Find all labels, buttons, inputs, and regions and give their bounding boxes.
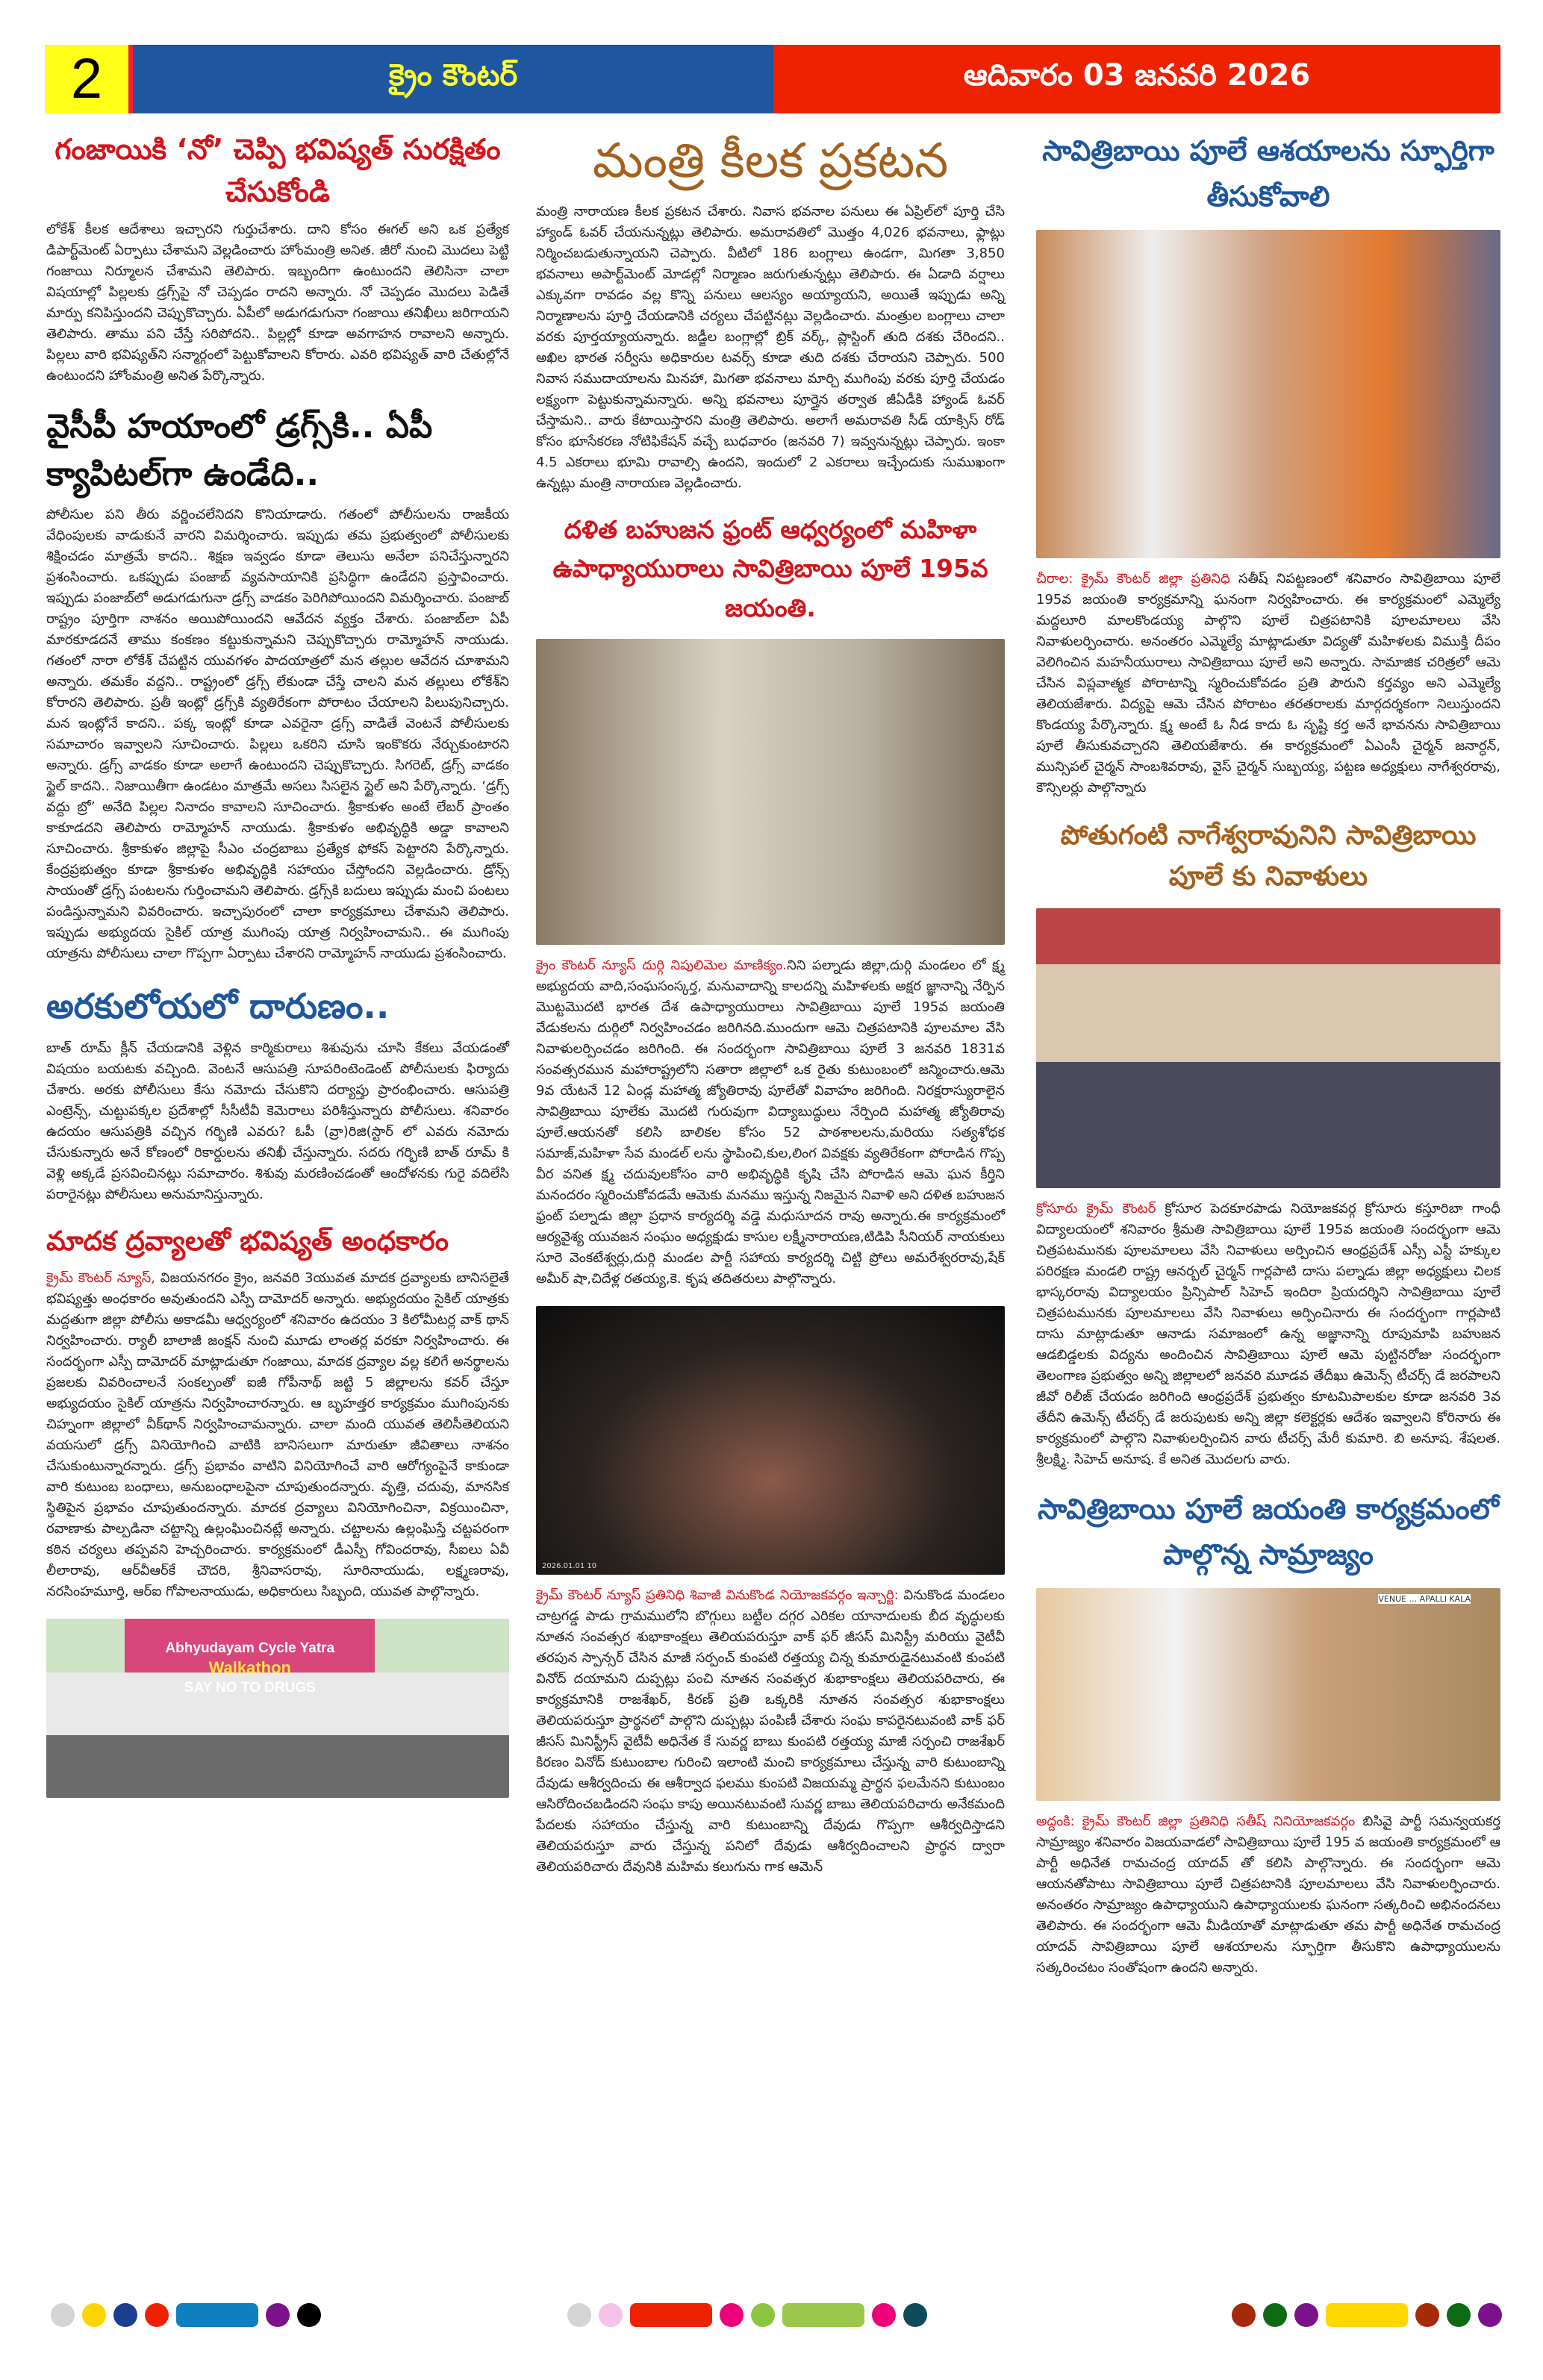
article-body-addanki: అద్దంకి: క్రైమ్ కౌంటర్ జిల్లా ప్రతినిధి సతీష్ నినియోజకవర్గం బిసివై పార్టీ సమన్వయకర్త సామ్రాజ్యం శనివారం విజయవాడలో సావిత్రిబాయి పూలే 195 వ జయంతి కార్యక్రమంలో ఆ పార్టీ అధినేత రామచంద్ర యాదవ్ తో కలిసి పాల్గొన్నారు. ఈ సందర్భంగా ఆమె ఆయనతోపాటు సావిత్రిబాయి పూలే చిత్రపటానికి పూలమాలలు వేసి నివాళులర్పించారు. అనంతరం సామ్రాజ్యం ఉపాధ్యాయుని ఉపాధ్యాయులకు ఘనంగా సత్కరించి అభినందనలు తెలిపారు. ఈ సందర్భంగా ఆమె మీడియాతో మాట్లాడుతూ తమ పార్టీ అధినేత రామచంద్ర యాదవ్ సావిత్రిబాయి పూలే ఆశయాలను స్ఫూర్తిగా తీసుకొని ఉపాధ్యాయులను సత్కరించటం సంతోషంగా ఉందని అన్నారు. <box>1036 1813 1501 1975</box>
headline-savitribai-durgi: దళిత బహుజన ఫ్రంట్ ఆధ్వర్యంలో మహిళా ఉపాధ్యాయురాలు సావిత్రిబాయి పూలే 195వ జయంతి. <box>552 514 988 623</box>
headline-araku: అరకులోయలో దారుణం.. <box>46 985 390 1026</box>
color-bar-right <box>1232 2303 1502 2327</box>
color-swatch-dot <box>297 2303 321 2327</box>
paper-name: క్రైం కౌంటర్ <box>133 45 773 113</box>
headline-drugs-darkness: మాదక ద్రవ్యాలతో భవిష్యత్ అంధకారం <box>46 1225 449 1257</box>
color-swatch-dot <box>1263 2303 1287 2327</box>
byline: క్రోసూరు క్రైమ్ కౌంటర్ <box>1036 1201 1156 1217</box>
color-swatch-dot <box>51 2303 75 2327</box>
walkathon-photo <box>46 1619 509 1798</box>
article-body-minister: మంత్రి నారాయణ కీలక ప్రకటన చేశారు. నివాస భవనాల పనులు ఈ ఏప్రిల్‌లో పూర్తి చేసి హ్యాండ్ ఓవర్ చేయనున్నట్లు తెలిపారు. అమరావతిలో మొత్తం 4,026 భవనాలు, ఫ్లాట్లు నిర్మించబడుతున్నాయని చెప్పారు. వీటిలో 186 బంగ్లాలు ఉండగా, మిగతా 3,850 భవనాలు అపార్ట్‌మెంట్ మోడల్లో నిర్మాణం జరుగుతున్నట్లు తెలిపారు. ఈ ఏడాది వర్షాలు ఎక్కువగా రావడం వల్ల కొన్ని పనులు ఆలస్యం అయ్యాయని, అయితే ఇప్పుడు అన్ని నిర్మాణాలను పూర్తి చేయడానికి చర్యలు చేపట్టినట్లు వెల్లడించారు. మంత్రుల బంగ్లాలు చాలా వరకు పూర్తయ్యాయన్నారు. జడ్జీల బంగ్లాల్లో బ్రిక్ వర్క్, ప్లాస్టింగ్ తుది దశకు చేరిందని.. అఖిల భారత సర్వీసు అధికారుల టవర్స్ కూడా తుది దశకు చేరాయని చెప్పారు. 500 నివాస సముదాయాలను మినహా, మిగతా భవనాలు మార్చి ముగింపు వరకు పూర్తి చేయడం లక్ష్యంగా పెట్టుకున్నామన్నారు. అన్ని భవనాలు పూర్తైన తర్వాత జీఏడీకి హ్యాండ్ ఓవర్ చేస్తామని.. వారు కేటాయిస్తారని మంత్రి తెలిపారు. అలాగే అమరావతి సీడ్ యాక్సిస్ రోడ్ కోసం భూసేకరణ నోటిఫికేషన్ వచ్చే బుధవారం (జనవరి 7) ఇవ్వనున్నట్లు చెప్పారు. ఇంకా 4.5 ఎకరాలు భూమి రావాల్సి ఉందని, ఇందులో 2 ఎకరాలు ఇచ్చేందుకు సుముఖంగా ఉన్నట్లు మంత్రి నారాయణ వెల్లడించారు. <box>536 203 1005 491</box>
color-swatch-dot <box>720 2303 744 2327</box>
durgi-event-photo <box>536 639 1005 945</box>
article-body-ganja: లోకేశ్ కీలక ఆదేశాలు ఇచ్చారని గుర్తుచేశారు. దాని కోసం ఈగల్ అని ఒక ప్రత్యేక డిపార్ట్‌మెంట్ ఏర్పాటు చేశామని వెల్లడించారు హోంమంత్రి అనిత. జీరో నుంచి మొదలు పెట్టి గంజాయి నిర్మూలన చేశామని తెలిపారు. ఇబ్బందిగా ఉంటుందని తెలిసినా చాలా విషయాల్లో పిల్లలకు డ్రగ్స్‌పై నో చెప్పడం రాదని అన్నారు. నో చెప్పడం మొదలు పెడితే మార్పు కనిపిస్తుందని చెప్పుకొచ్చారు. ఏపీలో అడుగడుగునా గంజాయి తనిఖీలు జరిగాయని తెలిపారు. తాము పని చేస్తే సరిపోదని.. పిల్లల్లో కూడా అవగాహన రావాలని అన్నారు. పిల్లలు వారి భవిష్యత్‌ని సన్మార్గంలో పెట్టుకోవాలని కోరారు. ఎవరి భవిష్యత్ వారి చేతుల్లోనే ఉంటుందని హోంమంత్రి అనిత పేర్కొన్నారు. <box>46 222 509 384</box>
color-bar-left <box>51 2303 321 2327</box>
article-body-vinukonda: క్రైమ్ కౌంటర్ న్యూస్ ప్రతినిధి శివాజీ వినుకొండ నియోజకవర్గం ఇన్చార్జి: వినుకొండ మండలం చాట్రగడ్డ పాడు గ్రామములోని బొగ్గులు బట్టీల దగ్గర ఎరికల యానాదులకు బీద వృద్ధులకు నూతన సంవత్సర శుభాకాంక్షలు తెలియపరుస్తూ వాక్ ఫర్ జీసస్ మినిస్ట్రీ మరియు వైటీవీ తరపున స్పాన్సర్ చేసిన మాజీ సర్పంచ్ కుంపటి రత్తయ్య చిన్న కుమారుడైనటువంటి కుంపటి వినోద్ దయామని దుప్పట్లు పంచి నూతన సంవత్సర శుభాకాంక్షలు తెలియపరిచారు, ఈ కార్యక్రమానికి రాజశేఖర్, కిరణ్ ప్రతి ఒక్కరికి నూతన సంవత్సర శుభాకాంక్షలు తెలియపరుస్తూ ప్రార్థనలో పాల్గొని దుప్పట్లు పంపిణీ చేశారు సంఘ కాపరైనటువంటి వాక్ ఫర్ జీసస్ మినిస్ట్రీస్ వైటీవీ అధినేత కే సువర్ణ బాబు కుంపటి రత్తయ్య మాజీ సర్పంచి రాజశేఖర్ కిరణం వినోద్ కుటుంబాల గురించి ఇలాంటి మంచి కార్యక్రమాలు చేస్తున్న వారి కుటుంబాన్ని దేవుడు ఆశీర్వదించు ఈ ఆశీర్వాద ఫలము కుంపటి విజయమ్మ ప్రార్థన ఫలమేనని కుటుంబం ఆసిరోదించబడిందని సంఘ కాపు అయినటువంటి సువర్ణ బాబు తెలియపరిచారు అనేకమంది పేదలకు సహాయం చేస్తున్న వారి కుటుంబాన్ని దేవుడు గొప్పగా ఆశీర్వదిస్తాడని తెలియపరుస్తూ వారు చేస్తున్న పనిలో దేవుడు ఆశీర్వదించాలని ప్రార్థన ద్వారా తెలియపరిచారు దేవునికి మహిమ కలుగును గాక ఆమెన్ <box>536 1587 1005 1875</box>
photo-banner: Abhyudayam Cycle Yatra Walkathon SAY NO TO DRUGS <box>125 1619 375 1672</box>
color-swatch-bar <box>782 2303 864 2327</box>
article-body-chirala: చీరాల: క్రైమ్ కౌంటర్ జిల్లా ప్రతినిధి సతీష్ నిపట్టణంలో శనివారం సావిత్రిబాయి పూలే 195వ జయంతి కార్యక్రమాన్ని ఘనంగా నిర్వహించారు. ఈ కార్యక్రమంలో ఎమ్మెల్యే మద్దలూరి మాలకొండయ్య పాల్గొని పూలే చిత్రపటానికి పూలమాలలు వేసి నివాళులర్పించారు. అనంతరం ఎమ్మెల్యే మాట్లాడుతూ విద్యతో మహిళలకు విముక్తి దీపం వెలిగించిన మహనీయురాలు సావిత్రిబాయి పూలే అని అన్నారు. సామాజిక చరిత్రలో ఆమె చేసిన విప్లవాత్మక పోరాటాన్ని స్మరించుకోవడం ప్రతి పౌరుని కర్తవ్యం అని ఎమ్మెల్యే తెలియజేశారు. విద్యపై ఆమె చేసిన పోరాటం తరతరాలకు మార్గదర్శకంగా నిలుస్తుందని కొండయ్య పేర్కొన్నారు. క్ష్మ అంటే ఓ నీడ కాదు ఓ సృష్టి కర్త అనే భావనను సావిత్రిబాయి పూలే తీసుకువచ్చారని తెలియజేశారు. ఈ కార్యక్రమంలో ఏఎంసీ చైర్మన్ జనార్ధన్, మున్సిపల్ చైర్మన్ సాంబశివరావు, వైస్ చైర్మన్ సుబ్బయ్య, పట్టణ అధ్యక్షులు నాగేశ్వరరావు, కౌన్సిలర్లు పాల్గొన్నారు <box>1036 570 1500 796</box>
middle-column <box>536 128 1005 1894</box>
vijayawada-event-photo <box>1036 1588 1500 1801</box>
color-swatch-dot <box>1478 2303 1502 2327</box>
issue-date: ఆదివారం 03 జనవరి 2026 <box>773 45 1500 113</box>
color-swatch-dot <box>1447 2303 1471 2327</box>
headline-samrajyam: సావిత్రిబాయి పూలే జయంతి కార్యక్రమంలో పాల్గొన్న సామ్రాజ్యం <box>1038 1493 1499 1571</box>
byline: క్రైమ్ కౌంటర్ న్యూస్, <box>46 1269 156 1286</box>
byline: క్రైమ్ కౌంటర్ న్యూస్ ప్రతినిధి శివాజీ వినుకొండ నియోజకవర్గం ఇన్చార్జి: <box>536 1587 899 1603</box>
photo-sign: VENUE ... APALLI KALA <box>1378 1593 1471 1604</box>
headline-minister: మంత్రి కీలక ప్రకటన <box>592 134 949 189</box>
blanket-distribution-photo <box>536 1306 1005 1575</box>
color-swatch-dot <box>82 2303 106 2327</box>
color-swatch-bar <box>176 2303 258 2327</box>
article-body-savitribai-durgi: క్రైం కౌంటర్ న్యూస్ దుర్గి నిపులిమెల మాణిక్యం.నిని పల్నాడు జిల్లా,దుర్గి మండలం లో క్ష్మ అభ్యుదయ వాది,సంఘసంస్కర్త, మనువాదాన్ని కాలదన్ని మహిళలకు అక్షర జ్ఞానాన్ని నేర్పిన మొట్టమొదటి భారత దేశ ఉపాధ్యాయురాలు సావిత్రిబాయి పూలే 195వ జయంతి వేడుకలను దుర్గిలో నిర్వహించడం జరిగినది.ముందుగా ఆమె చిత్రపటానికి పూలమాల వేసి నివాళులర్పించడం జరిగింది. ఈ సందర్భంగా సావిత్రిబాయి పూలే 3 జనవరి 1831వ సంవత్సరమున మహారాష్ట్రలోని సతారా జిల్లాలో ఒక రైతు కుటుంబంలో జన్మించారు.ఆమె 9వ యేటనే 12 ఏండ్ల మహాత్మ జ్యోతిరావు పూలేతో వివాహం జరిగింది. నిరక్షరాస్యురాలైన సావిత్రిబాయి పూలేకు మొదటి గురువుగా విద్యాబుద్ధులు నేర్పింది మహాత్మ జ్యోతిరావు పూలే.ఆయనతో కలిసి బాలికల కోసం 52 పాఠశాలలను,మరియు సత్యశోధక సమాజ్,మహిళా సేవ మండల్ లను స్థాపించి,కుల,లింగ వివక్షకు వ్యతిరేకంగా పోరాడిన గొప్ప వీర వనిత క్ష్మ చదువులకోసం వారి అభివృద్ధికి కృషి చేసి పోరాడిన ఆమె ఘన కీర్తిని మనందరం స్మరించుకోవడమే ఆమెకు మనము ఇస్తున్న నిజమైన నివాళి అని దళిత బహుజన ఫ్రంట్ పల్నాడు జిల్లా ప్రధాన కార్యదర్శి వడ్డె మధుసూదన రావు అన్నారు.ఈ కార్యక్రమంలో ఆర్యవైశ్య యువజన సంఘం అధ్యక్షుడు కాసుల లక్ష్మీనారాయణ,టిడిపి సీనియర్ నాయకులు సూరె వెంకటేశ్వర్లు,దుర్గి మండల పార్టీ సహాయ కార్యదర్శి చిట్టి ప్రోలు అమరేశ్వరరావు,షేక్ అమీర్ షా,చిదేళ్ల రతయ్య,కె. కృష తదితరులు పాల్గొన్నారు. <box>536 957 1005 1287</box>
right-column <box>1036 128 1500 1995</box>
color-bar-middle <box>567 2303 927 2327</box>
color-swatch-dot <box>1232 2303 1256 2327</box>
color-swatch-dot <box>872 2303 896 2327</box>
color-swatch-dot <box>751 2303 775 2327</box>
headline-ycp-drugs: వైసీపీ హయాంలో డ్రగ్స్‌కి.. ఏపీ క్యాపిటల్‌గా ఉండేది.. <box>46 407 433 493</box>
color-swatch-dot <box>1415 2303 1439 2327</box>
color-swatch-dot <box>113 2303 137 2327</box>
page-number: 2 <box>45 45 133 113</box>
headline-savitribai-inspiration: సావిత్రిబాయి పూలే ఆశయాలను స్ఫూర్తిగా తీసుకోవాలి <box>1042 134 1494 213</box>
color-swatch-bar <box>1326 2303 1408 2327</box>
color-swatch-bar <box>630 2303 712 2327</box>
byline: చీరాల: క్రైమ్ కౌంటర్ జిల్లా ప్రతినిధి <box>1036 570 1230 587</box>
headline-ganja: గంజాయికి ‘నో’ చెప్పి భవిష్యత్ సురక్షితం చేసుకోండి <box>54 133 501 208</box>
color-swatch-dot <box>599 2303 623 2327</box>
byline: అద్దంకి: క్రైమ్ కౌంటర్ జిల్లా ప్రతినిధి సతీష్ నినియోజకవర్గం <box>1036 1813 1356 1829</box>
article-body-araku: బాత్ రూమ్ క్లీన్ చేయడానికి వెళ్లిన కార్మికురాలు శిశువును చూసి కేకలు వేయడంతో విషయం బయటకు వచ్చింది. వెంటనే ఆసుపత్రి సూపరింటెండెంట్ పోలీసులకు ఫిర్యాదు చేశారు. అరకు పోలీసులు కేసు నమోదు చేసుకొని దర్యాప్తు ప్రారంభించారు. ఆసుపత్రి ఎంట్రెన్స్, చుట్టుపక్కల ప్రదేశాల్లో సీసీటీవీ కెమెరాలు పరిశీస్తున్నారు పోలీసులు. శనివారం ఉదయం ఆసుపత్రికి వచ్చిన గర్భిణి ఎవరు? ఓపీ (వ్రా)రిజి(స్టార్ లో ఎవరు నమోదు చేసుకున్నారు అనే కోణంలో రికార్డులను తనిఖీ చేస్తున్నారు. సదరు గర్భిణి బాత్ రూమ్ కి వెళ్లి అక్కడే ప్రసవించినట్లు సమాచారం. శిశువు మరణించడంతో ఆందోళనకు గురై వదిలేసి పరారైనట్లు పోలీసులు అనుమానిస్తున్నారు. <box>46 1040 509 1202</box>
photo-timestamp: 2026.01.01 10 <box>542 1561 597 1570</box>
color-swatch-dot <box>1294 2303 1318 2327</box>
left-column <box>46 128 509 1808</box>
school-event-photo <box>1036 908 1500 1188</box>
article-body-ycp-drugs: పోలీసుల పని తీరు వర్ణించలేనిదని కొనియాడారు. గతంలో పోలీసులను రాజకీయ వేధింపులకు వాడుకునే వారని విమర్శించారు. ఇప్పుడు తమ ప్రభుత్వంలో పోలీసులకు శిక్షించడం మాత్రమే కాదని.. శిక్షణ ఇవ్వడం కూడా తెలుసు అనేలా పనిచేస్తున్నారని ప్రశంసించారు. ఒకప్పుడు పంజాబ్ వ్యవసాయానికి ప్రసిద్ధిగా ఉండేదని ప్రస్తావించారు. ఇప్పుడు పంజాబ్‌లో అడుగడుగునా డ్రగ్స్ వాడకం పెరిగిపోయిందని విమర్శించారు. పంజాబ్ రాష్ట్రం పూర్తిగా నాశనం అయిపోయిందని ఆవేదన వ్యక్తం చేశారు. పంజాబ్‌లా ఏపీ మారకూడదనే తాము కంకణం కట్టుకున్నామని చెప్పుకొచ్చారు రామ్మోహన్ నాయుడు. గతంలో నారా లోకేశ్ చేపట్టిన యువగళం పాదయాత్రలో మన తల్లుల ఆవేదన చూశామని అన్నారు. తమకేం వద్దని.. రాష్ట్రంలో డ్రగ్స్ లేకుండా చేస్తే చాలని మన తల్లులు లోకేశ్‌ని కోరారని తెలిపారు. ప్రతీ ఇంట్లో డ్రగ్స్‌కి వ్యతిరేకంగా పోరాటం చేయాలని పిలుపునిచ్చారు. మన ఇంట్లోనే కాదని.. పక్క ఇంట్లో కూడా ఎవరైనా డ్రగ్స్ వాడితే వెంటనే పోలీసులకు సమాచారం ఇవ్వాలని సూచించారు. పిల్లలు ఒకరిని చూసి ఇంకొకరు నేర్చుకుంటారని అన్నారు. డ్రగ్స్ వాడకం కూడా అలాగే ఉంటుందని చెప్పుకొచ్చారు. సిగరెట్, డ్రగ్స్ వాడకం స్టైల్ కాదని.. నిజాయితీగా ఉండటం మాత్రమే అసలు సిసలైన స్టైల్ అని పేర్కొన్నారు. ‘డ్రగ్స్ వద్దు బ్రో’ అనేది పిల్లల నినాదం కావాలని సూచించారు. శ్రీకాకుళం అంటే లేబర్ ప్రాంతం కాకూడదని తెలిపారు రామ్మోహన్ నాయుడు. శ్రీకాకుళం అభివృద్ధికి అడ్డా కావాలని సూచించారు. శ్రీకాకుళం జిల్లాపై సీఎం చంద్రబాబు ప్రత్యేక ఫోకస్ పెట్టారని పేర్కొన్నారు. కేంద్రప్రభుత్వం కూడా శ్రీకాకుళం అభివృద్ధికి సహాయం చేస్తోందని వెల్లడించారు. డ్రోన్స్ సాయంతో డ్రగ్స్ పంటలను గుర్తించామని తెలిపారు. డ్రగ్స్‌కి బదులు ఇప్పుడు మంచి పంటలు పండిస్తున్నామని వివరించారు. ఇచ్చాపురంలో చాలా కార్యక్రమాలు చేశామని తెలిపారు. ఇప్పుడు అభ్యుదయ సైకిల్ యాత్ర ముగింపు యాత్ర నిర్వహించామని.. ఈ ముగింపు యాత్రను పోలీసులు చాలా గొప్పగా ఏర్పాటు చేశారని రామ్మోహన్ నాయుడు ప్రశంసించారు. <box>46 506 509 961</box>
article-body-krosuru: క్రోసూరు క్రైమ్ కౌంటర్ క్రోసూర పెదకూరపాడు నియోజకవర్గ క్రోసూరు కస్తూరిబా గాంధీ విద్యాలయంలో శనివారం శ్రీమతి సావిత్రిబాయి పూలే 195వ జయంతి సందర్భంగా ఆమె చిత్రపటమునకు పూలమాలలు వేసి నివాళులు అర్పించిన ఆంధ్రప్రదేశ్ ఎస్సీ ఎస్టీ హక్కుల పరిరక్షణ మండలి రాష్ట్ర ఆనర్బల్ చైర్మన్ గార్లపాటి దాసు పల్నాడు జిల్లా అధ్యక్షులు చిలక భాస్కరరావు విద్యాలయం ప్రిన్సిపాల్ సిహెచ్ ఇందిరా ప్రియదర్శిని సావిత్రిబాయి పూలే చిత్రపటమునకు పూలమాలలు వేసి నివాళులు అర్పించినారు ఈ సందర్భంగా గార్లపాటి దాసు మాట్లాడుతూ ఆనాడు సమాజంలో ఉన్న అజ్ఞానాన్ని రూపుమాపి బహుజన ఆడబిడ్డలకు విద్యను అందించిన సావిత్రిబాయి పూలే ఆమె పుట్టినరోజు సందర్భంగా తెలంగాణ ప్రభుత్వం అన్ని జిల్లాలలో జనవరి మూడవ తేదీఖు ఉమెన్స్ టీచర్స్ డే జరపాలని జీవో రిలీజ్ చేయడం జరిగింది ఆంధ్రప్రదేశ్ ప్రభుత్వం కూటమిపాలకుల కూడా జనవరి 3వ తేదీని ఉమెన్స్ టీచర్స్ డే జరుపుటకు అన్ని జిల్లా కలెక్టర్లకు ఆదేశం ఇవ్వాలని కోరినారు ఈ కార్యక్రమంలో పాల్గొని నివాళులర్పించిన వారు టీచర్స్ మేరీ కుమారి. బి అనూష. శేషలత. శ్రీలక్ష్మి. సిహెచ్ అనూష. కే అనిత మొదలగు వారు. <box>1036 1201 1500 1468</box>
chirala-event-photo <box>1036 230 1500 558</box>
color-swatch-dot <box>266 2303 290 2327</box>
byline: క్రైం కౌంటర్ న్యూస్ దుర్గి నిపులిమెల మాణిక్యం. <box>536 957 788 973</box>
color-swatch-dot <box>145 2303 169 2327</box>
color-swatch-dot <box>903 2303 927 2327</box>
masthead <box>45 45 1500 113</box>
article-body-drugs-darkness: క్రైమ్ కౌంటర్ న్యూస్, విజయనగరం క్రైం, జనవరి 3యువత మాదక ద్రవ్యాలకు బానిసలైతే భవిష్యత్తు అంధకారం అవుతుందని ఎస్పీ దామోదర్ అన్నారు. అభ్యుదయం సైకిల్ యాత్రకు మద్దతుగా జిల్లా పోలీసు అకాడమీ ఆధ్వర్యంలో శనివారం ఉదయం 3 కిలోమీటర్ల వాక్ థాన్ నిర్వహించారు. ర్యాలీ బాలాజీ జంక్షన్ నుంచి మూడు లాంతర్ల వరకూ నిర్వహించారు. ఈ సందర్భంగా ఎస్పీ దామోదర్ మాట్లాడుతూ గంజాయి, మాదక ద్రవ్యాల వల్ల కలిగే అనర్థాలను ప్రజలకు వివరించాలనే సంకల్పంతో ఐజీ గోపీనాథ్ జట్టి 5 జిల్లాలను కవర్ చేస్తూ అభ్యుదయం సైకిల్ యాత్రను నిర్వహించారన్నారు. ఆ బృహత్తర కార్యక్రమం ముగింపునకు చిహ్నంగా జిల్లాలో వీక్‌థాన్ నిర్వహించామన్నారు. చాలా మంది యువత తెలిసీతెలియని వయసులో డ్రగ్స్ వినియోగించి వాటికి బానిసలుగా మారుతూ జీవితాలు నాశనం చేసుకుంటున్నారన్నారు. డ్రగ్స్ ప్రభావం వాటిని వినియోగించే వారి ఆరోగ్యంపైనే కాకుండా వారి కుటుంబ బంధాలు, అనుబంధాలపైనా చూపుతుందన్నారు. వృత్తి, చదువు, మానసిక స్థితిపైన ప్రభావం చూపుతుందన్నారు. మాదక ద్రవ్యాలు వినియోగించినా, విక్రయించినా, రవాణాకు పాల్పడినా చట్టాన్ని ఉల్లంఘించినట్లే అన్నారు. చట్టాలను ఉల్లంఘిస్తే చట్టపరంగా కఠిన చర్యలు తప్పవని హెచ్చరించారు. కార్యక్రమంలో డీఎస్పీ గోవిందరావు, సీఐలు ఏవీ లీలారావు, ఆర్‌వీఆర్‌కే చౌదరి, శ్రీనివాసరావు, సూరినాయుడు, లక్ష్మణరావు, నరసింహమూర్తి, ఆర్ఐ గోపాలనాయుడు, అధికారులు సిబ్బంది, యువత పాల్గొన్నారు. <box>46 1269 510 1599</box>
color-swatch-dot <box>567 2303 591 2327</box>
headline-tributes: పోతుగంటి నాగేశ్వరావునిని సావిత్రిబాయి పూలే కు నివాళులు <box>1060 819 1477 893</box>
